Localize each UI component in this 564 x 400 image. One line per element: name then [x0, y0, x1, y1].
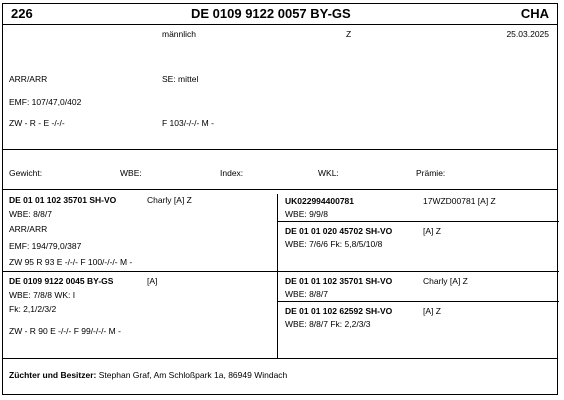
mother-zw: ZW - R 90 E -/-/- F 99/-/-/- M - [9, 326, 121, 336]
weight-label: Gewicht: [9, 168, 43, 178]
breed-code: CHA [520, 6, 549, 21]
father-zw: ZW 95 R 93 E -/-/- F 100/-/-/- M - [9, 257, 133, 267]
mm-id: DE 01 01 102 62592 SH-VO [285, 306, 393, 316]
index-label: Index: [220, 168, 244, 178]
divider [277, 271, 559, 272]
sheep-pedigree-card [2, 3, 558, 395]
emf-value: EMF: 107/47,0/402 [9, 97, 82, 107]
wbe-label: WBE: [120, 168, 142, 178]
praemie-label: Prämie: [416, 168, 446, 178]
father-id: DE 01 01 102 35701 SH-VO [9, 195, 117, 205]
f-value: F 103/-/-/- M - [162, 118, 214, 128]
genotype: ARR/ARR [9, 74, 48, 84]
breeder-owner [9, 370, 287, 380]
animal-id: DE 0109 9122 0057 BY-GS [191, 6, 351, 21]
wkl-label: WKL: [318, 168, 339, 178]
fm-wbe: WBE: 7/6/6 Fk: 5,8/5/10/8 [285, 239, 383, 249]
mf-name: Charly [A] Z [423, 276, 468, 286]
divider [3, 358, 557, 359]
mm-name: [A] Z [423, 306, 441, 316]
fm-id: DE 01 01 020 45702 SH-VO [285, 226, 393, 236]
father-genotype: ARR/ARR [9, 224, 48, 234]
mf-wbe: WBE: 8/8/7 [285, 289, 328, 299]
zw-value: ZW - R - E -/-/- [9, 118, 65, 128]
mother-fk: Fk: 2,1/2/3/2 [9, 304, 57, 314]
father-wbe: WBE: 8/8/7 [9, 209, 52, 219]
divider [3, 149, 557, 150]
breeder-label: Züchter und Besitzer: [9, 370, 97, 380]
mother-wbe: WBE: 7/8/8 WK: I [9, 290, 76, 300]
fm-name: [A] Z [423, 226, 441, 236]
card-header [3, 4, 557, 25]
father-name: Charly [A] Z [147, 195, 192, 205]
pedigree-divider [277, 194, 278, 358]
divider [277, 301, 559, 302]
color-code: Z [346, 29, 352, 39]
ff-id: UK022994400781 [285, 196, 355, 206]
mf-id: DE 01 01 102 35701 SH-VO [285, 276, 393, 286]
mother-id: DE 0109 9122 0045 BY-GS [9, 276, 114, 286]
breeder-value: Stephan Graf, Am Schloßpark 1a, 86949 Windach [98, 370, 288, 380]
mm-wbe: WBE: 8/8/7 Fk: 2,2/3/3 [285, 319, 371, 329]
divider [3, 271, 277, 272]
se-value: SE: mittel [162, 74, 199, 84]
divider [3, 189, 557, 190]
catalog-number: 226 [11, 6, 33, 21]
divider [277, 221, 559, 222]
birth-date: 25.03.2025 [506, 29, 549, 39]
ff-wbe: WBE: 9/9/8 [285, 209, 328, 219]
mother-tag: [A] [147, 276, 158, 286]
father-emf: EMF: 194/79,0/387 [9, 241, 82, 251]
ff-name: 17WZD00781 [A] Z [423, 196, 496, 206]
sex: männlich [162, 29, 197, 39]
